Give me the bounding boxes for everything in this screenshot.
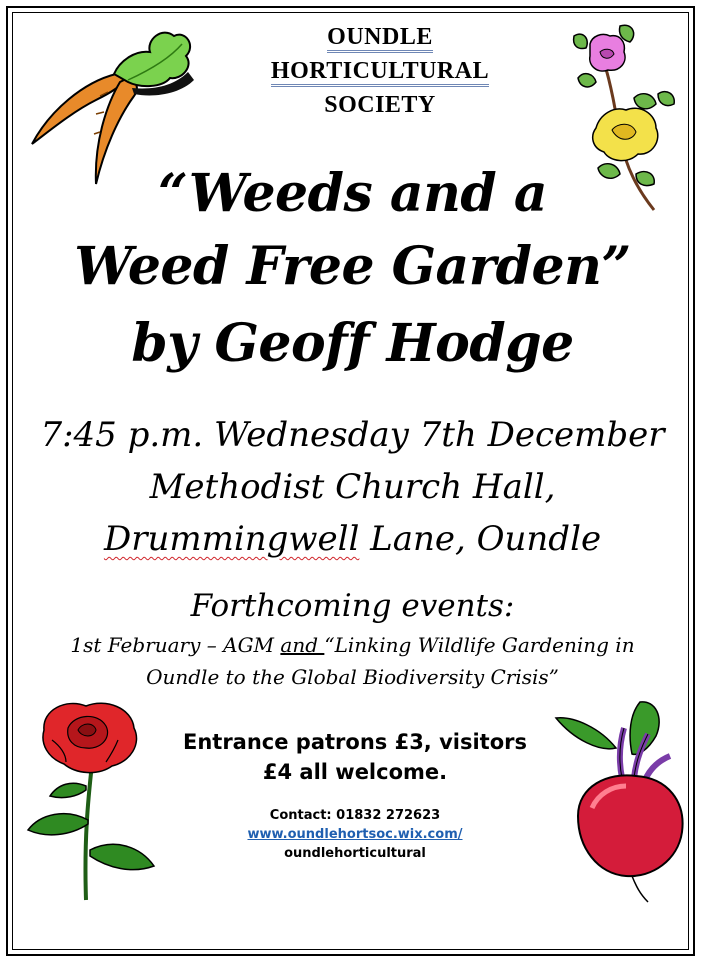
society-name-line-2: HORTICULTURAL (200, 58, 560, 87)
society-name-line-3: SOCIETY (324, 92, 436, 118)
forthcoming-date-text: 1st February – AGM (70, 633, 281, 657)
beetroot-icon (552, 698, 688, 906)
forthcoming-talk-text: “Linking Wildlife Gardening in (324, 633, 635, 657)
entrance-line-1: Entrance patrons £3, visitors (182, 730, 528, 754)
event-time: 7:45 p.m. Wednesday 7th December (40, 415, 665, 455)
forthcoming-heading: Forthcoming events: (190, 588, 515, 624)
society-name-line-1: OUNDLE (200, 24, 560, 53)
website-link-continued: oundlehorticultural (284, 846, 426, 861)
forthcoming-event-line-2: Oundle to the Global Biodiversity Crisis” (146, 665, 559, 689)
address-rest: Lane, Oundle (359, 519, 602, 559)
website-link[interactable]: www.oundlehortsoc.wix.com/ (247, 827, 463, 842)
event-venue: Methodist Church Hall, (149, 467, 556, 507)
forthcoming-and: and (280, 633, 325, 657)
talk-speaker: by Geoff Hodge (131, 313, 574, 374)
forthcoming-event-line-1 (40, 630, 665, 660)
talk-title-line-1: “Weeds and a (157, 163, 548, 224)
rose-icon (22, 700, 162, 906)
address-street-word: Drummingwell (103, 519, 360, 559)
entrance-line-2: £4 all welcome. (262, 760, 448, 784)
event-address (30, 514, 675, 564)
talk-title-line-2: Weed Free Garden” (74, 236, 631, 297)
contact-phone: Contact: 01832 272623 (269, 808, 441, 823)
